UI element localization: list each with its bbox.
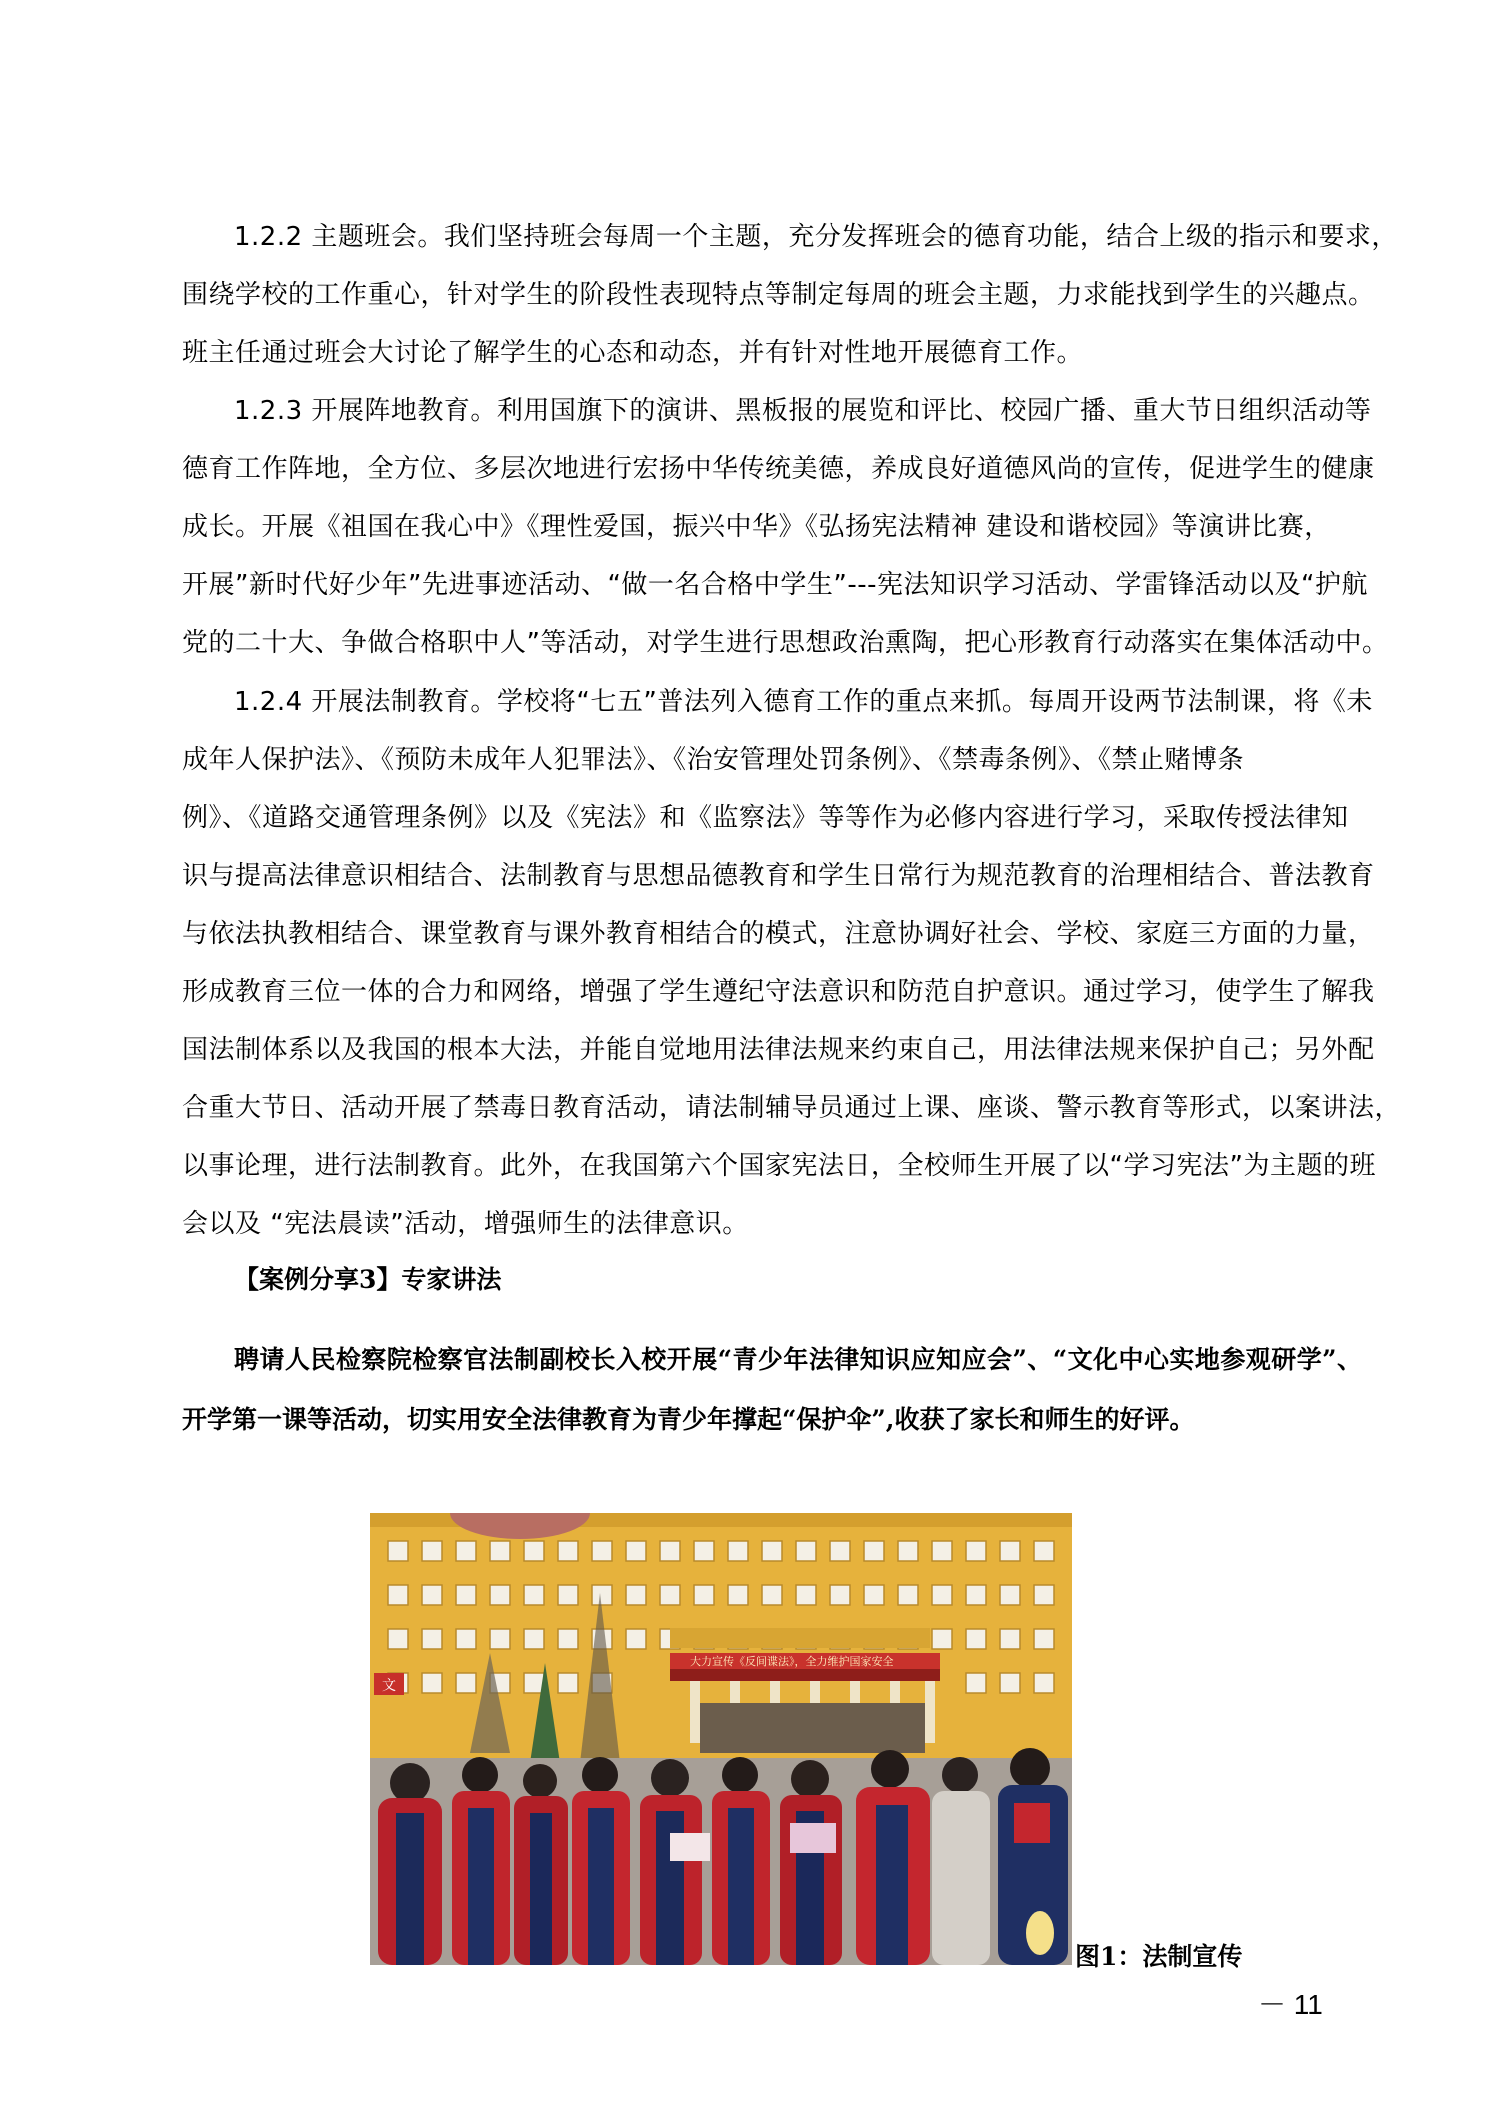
paragraph-line: 班主任通过班会大讨论了解学生的心态和动态，并有针对性地开展德育工作。 [182,338,1084,368]
paragraph-class-meeting [182,208,1402,382]
paragraph-line: 开展”新时代好少年”先进事迹活动、“做一名合格中学生”---宪法知识学习活动、学雷锋活动以及“护航 [182,570,1368,600]
paragraph-legal-education [182,673,1402,1253]
figure-caption: 图1：法制宣传 [1075,1942,1243,1971]
paragraph-line: 合重大节日、活动开展了禁毒日教育活动，请法制辅导员通过上课、座谈、警示教育等形式，以案讲法， [182,1093,1402,1123]
case-share-body: 聘请人民检察院检察官法制副校长入校开展“青少年法律知识应知应会”、“文化中心实地参观研学”、开学第一课等活动，切实用安全法律教育为青少年撑起“保护伞”,收获了家长和师生的好评。 [182,1345,1362,1434]
paragraph-line: 1.2.2 主题班会。我们坚持班会每周一个主题，充分发挥班会的德育功能，结合上级的指示和要求， [234,222,1398,252]
paragraph-line: 形成教育三位一体的合力和网络，增强了学生遵纪守法意识和防范自护意识。通过学习，使学生了解我 [182,977,1375,1007]
photo-sign-text: 文 [382,1678,396,1694]
paragraph-line: 会以及 “宪法晨读”活动，增强师生的法律意识。 [182,1209,749,1239]
paragraph-line: 围绕学校的工作重心，针对学生的阶段性表现特点等制定每周的班会主题，力求能找到学生的兴趣点。 [182,280,1375,310]
paragraph-line: 识与提高法律意识相结合、法制教育与思想品德教育和学生日常行为规范教育的治理相结合、普法教育 [182,861,1375,891]
paragraph-line: 德育工作阵地，全方位、多层次地进行宏扬中华传统美德，养成良好道德风尚的宣传，促进学生的健康 [182,454,1375,484]
paragraph-line: 国法制体系以及我国的根本大法，并能自觉地用法律法规来约束自己，用法律法规来保护自己；另外配 [182,1035,1375,1065]
paragraph-line: 1.2.3 开展阵地教育。利用国旗下的演讲、黑板报的展览和评比、校园广播、重大节日组织活动等 [234,396,1372,426]
paragraph-line: 1.2.4 开展法制教育。学校将“七五”普法列入德育工作的重点来抓。每周开设两节法制课，将《未 [234,687,1373,717]
page-number: － 11 [1258,1989,1323,2020]
paragraph-line: 例》、《道路交通管理条例》以及《宪法》和《监察法》等等作为必修内容进行学习，采取传授法律知 [182,803,1349,833]
paragraph-line: 成长。开展《祖国在我心中》《理性爱国，振兴中华》《弘扬宪法精神 建设和谐校园》等演讲比赛， [182,512,1331,542]
paragraph-position-education [182,382,1402,672]
photo-banner-text: 大力宣传《反间谍法》，全力维护国家安全 [690,1655,894,1668]
paragraph-line: 与依法执教相结合、课堂教育与课外教育相结合的模式，注意协调好社会、学校、家庭三方面的力量， [182,919,1375,949]
case-share-title: 【案例分享3】专家讲法 [234,1265,502,1294]
paragraph-line: 以事论理，进行法制教育。此外，在我国第六个国家宪法日，全校师生开展了以“学习宪法”为主题的班 [182,1151,1376,1181]
paragraph-line: 成年人保护法》、《预防未成年人犯罪法》、《治安管理处罚条例》、《禁毒条例》、《禁止赌博条 [182,745,1245,775]
paragraph-line: 党的二十大、争做合格职中人”等活动，对学生进行思想政治熏陶，把心形教育行动落实在集体活动中。 [182,628,1389,658]
legal-promotion-photo [370,1513,1072,1965]
